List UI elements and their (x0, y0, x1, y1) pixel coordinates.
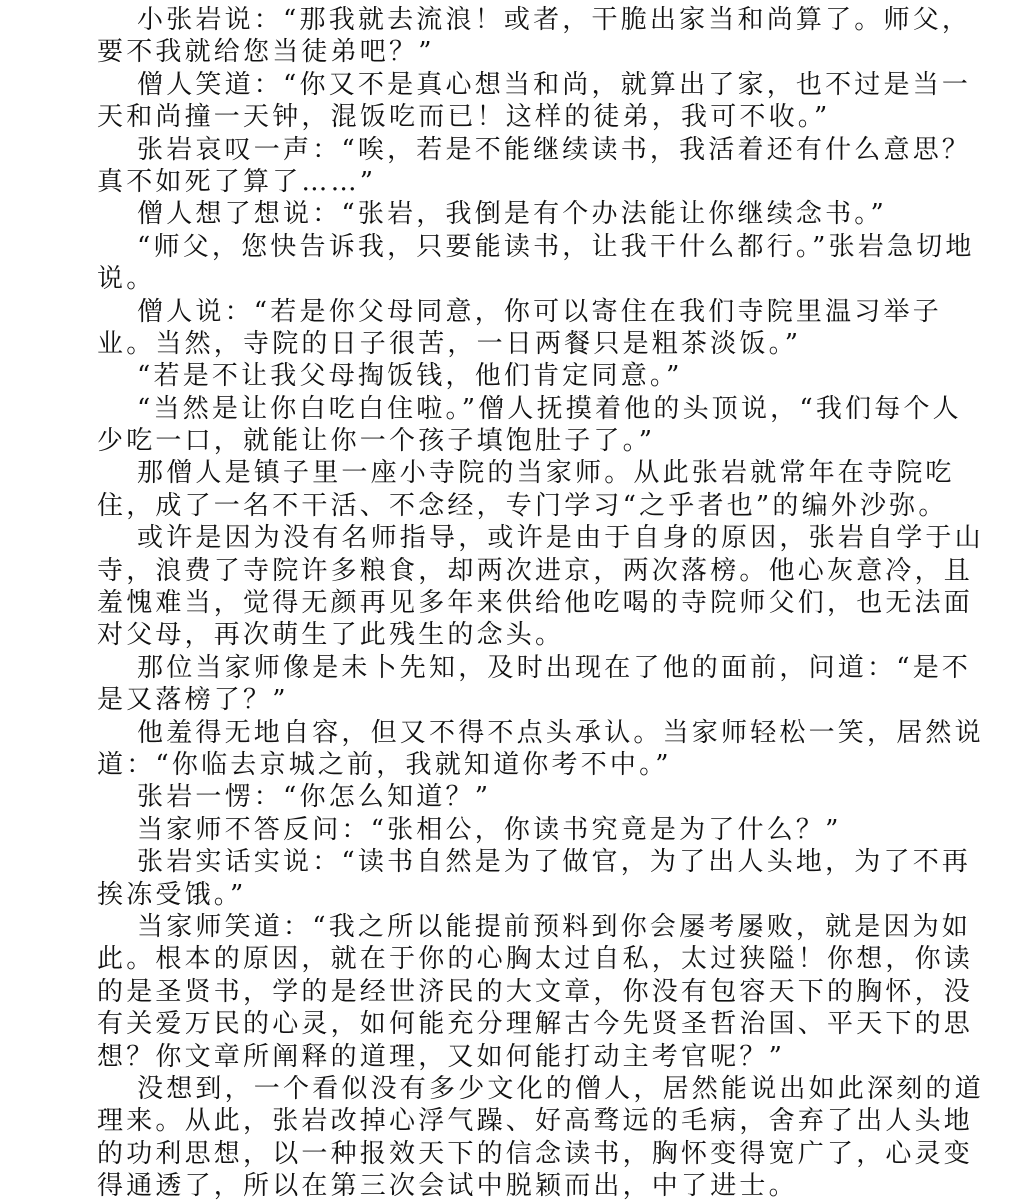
text-line: 少吃一口，就能让你一个孩子填饱肚子了。” (97, 426, 656, 457)
paragraph (97, 652, 972, 717)
text-line: 道：“你临去京城之前，我就知道你考不中。” (97, 749, 672, 780)
text-line: 理来。从此，张岩改掉心浮气躁、好高骛远的毛病，舍弃了出人头地 (97, 1106, 974, 1137)
text-line: 当家师不答反问：“张相公，你读书究竟是为了什么？” (137, 814, 842, 845)
text-line: 那位当家师像是未卜先知，及时出现在了他的面前，问道：“是不 (137, 652, 972, 683)
text-line: 有关爱万民的心灵，如何能充分理解古今先贤圣哲治国、平天下的思 (97, 1009, 974, 1040)
text-line: “当然是让你白吃白住啦。”僧人抚摸着他的头顶说，“我们每个人 (137, 393, 962, 424)
text-line: 是又落榜了？” (97, 685, 289, 716)
text-line: 挨冻受饿。” (97, 879, 247, 910)
paragraph (97, 522, 984, 652)
paragraph (97, 814, 917, 846)
paragraph (97, 717, 984, 782)
text-line: 要不我就给您当徒弟吧？” (97, 37, 435, 68)
text-line: 此。根本的原因，就在于你的心胸太过自私，太过狭隘！你想，你读 (97, 944, 974, 975)
text-line: 对父母，再次萌生了此残生的念头。 (97, 620, 565, 651)
text-line: 没想到，一个看似没有多少文化的僧人，居然能说出如此深刻的道 (137, 1073, 984, 1104)
text-line: 僧人笑道：“你又不是真心想当和尚，就算出了家，也不过是当一 (137, 69, 972, 100)
paragraph (97, 393, 962, 458)
paragraph (97, 231, 975, 296)
text-line: 业。当然，寺院的日子很苦，一日两餐只是粗茶淡饭。” (97, 328, 802, 359)
text-line: 张岩实话实说：“读书自然是为了做官，为了出人头地，为了不再 (137, 847, 972, 878)
text-line: “若是不让我父母掏饭钱，他们肯定同意。” (137, 361, 683, 392)
text-line: 想？你文章所阐释的道理，又如何能打动主考官呢？” (97, 1041, 786, 1072)
paragraph (97, 134, 972, 199)
text-line: 说。 (97, 264, 156, 295)
text-line: 小张岩说：“那我就去流浪！或者，干脆出家当和尚算了。师父， (137, 5, 972, 35)
text-line: 或许是因为没有名师指导，或许是由于自身的原因，张岩自学于山 (137, 523, 984, 554)
paragraph (97, 1073, 984, 1202)
text-line: 的是圣贤书，学的是经世济民的大文章，你没有包容天下的胸怀，没 (97, 976, 974, 1007)
paragraph (97, 198, 917, 230)
paragraph (97, 4, 972, 69)
text-line: “师父，您快告诉我，只要能读书，让我干什么都行。”张岩急切地 (137, 231, 975, 262)
document-page (97, 4, 984, 1202)
text-line: 真不如死了算了……” (97, 166, 377, 197)
text-line: 羞愧难当，觉得无颜再见多年来供给他吃喝的寺院师父们，也无法面 (97, 588, 974, 619)
text-line: 寺，浪费了寺院许多粮食，却两次进京，两次落榜。他心灰意冷，且 (97, 555, 974, 586)
text-line: 当家师笑道：“我之所以能提前预料到你会屡考屡败，就是因为如 (137, 911, 972, 942)
paragraph (97, 781, 917, 813)
paragraph (97, 846, 972, 911)
text-line: 天和尚撞一天钟，混饭吃而已！这样的徒弟，我可不收。” (97, 102, 831, 133)
paragraph (97, 457, 955, 522)
text-line: 那僧人是镇子里一座小寺院的当家师。从此张岩就常年在寺院吃 (137, 458, 955, 489)
text-line: 的功利思想，以一种报效天下的信念读书，胸怀变得宽广了，心灵变 (97, 1138, 974, 1169)
paragraph (97, 69, 972, 134)
text-line: 张岩哀叹一声：“唉，若是不能继续读书，我活着还有什么意思？ (137, 134, 972, 165)
paragraph (97, 911, 974, 1073)
text-line: 他羞得无地自容，但又不得不点头承认。当家师轻松一笑，居然说 (137, 717, 984, 748)
text-line: 张岩一愣：“你怎么知道？” (137, 782, 492, 813)
text-line: 僧人想了想说：“张岩，我倒是有个办法能让你继续念书。” (137, 199, 887, 230)
text-line: 得通透了，所以在第三次会试中脱颖而出，中了进士。 (97, 1171, 798, 1202)
paragraph (97, 360, 917, 392)
text-line: 住，成了一名不干活、不念经，专门学习“之乎者也”的编外沙弥。 (97, 490, 948, 521)
text-line: 僧人说：“若是你父母同意，你可以寄住在我们寺院里温习举子 (137, 296, 942, 327)
paragraph (97, 296, 942, 361)
